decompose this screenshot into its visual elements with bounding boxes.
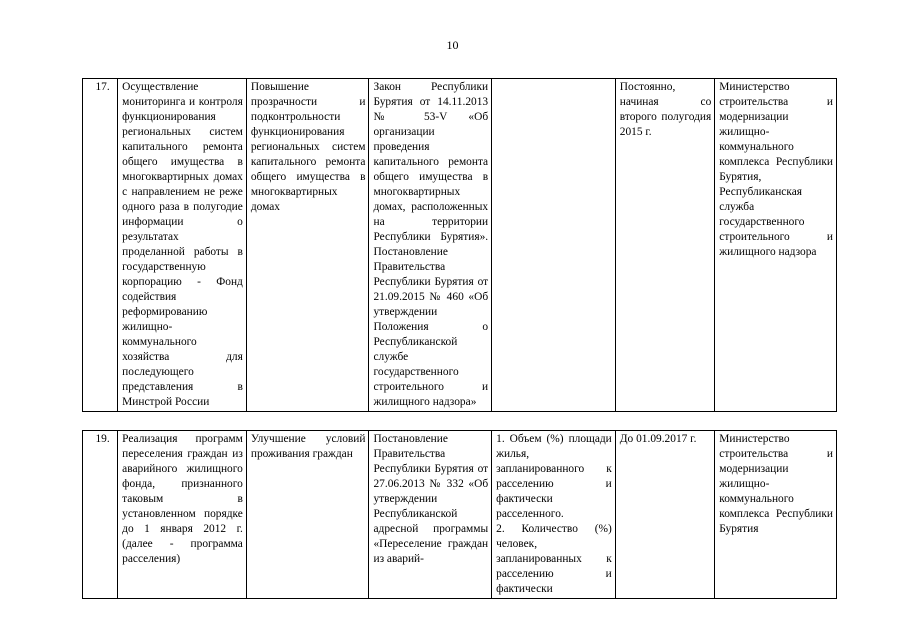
row-number: 17.: [95, 81, 110, 93]
plan-table-row-17: [82, 78, 837, 412]
executors-cell: Министерство строительства и модернизации жилищно-коммунального комплекса Республики Бурятия: [715, 431, 837, 599]
page-number: 10: [446, 38, 459, 52]
term-cell: Постоянно, начиная со второго полугодия 2015 г.: [615, 79, 715, 412]
executors-cell: Министерство строительства и модернизации жилищно-коммунального комплекса Республики Бурятия, Республиканская служба государственного строительного и жилищного надзора: [715, 79, 837, 412]
activity-cell: Реализация программ переселения граждан из аварийного жилищного фонда, признанного таковым в установленном порядке до 1 января 2012 г. (далее - программа расселения): [118, 431, 247, 599]
indicator-item: 1. Объем (%) площади жилья, запланированного к расселению и фактически расселенного.: [496, 433, 612, 520]
goal-cell: Повышение прозрачности и подконтрольности функционирования региональных систем капитального ремонта общего имущества в многоквартирных домах: [246, 79, 369, 412]
term-cell: До 01.09.2017 г.: [615, 431, 715, 599]
table-row: [83, 79, 837, 412]
table-row: [83, 431, 837, 599]
legal-basis-cell: Закон Республики Бурятия от 14.11.2013 № 53-V «Об организации проведения капитального ремонта общего имущества в многоквартирных домах, расположенных на территории Республики Бурятия». Постановление Правительства Республики Бурятия от 21.09.2015 № 460 «Об утверждении Положения о Республиканской службе государственного строительного и жилищного надзора»: [369, 79, 492, 412]
indicators-cell: [492, 79, 616, 412]
row-number-cell: [83, 79, 118, 412]
indicators-cell: [492, 431, 616, 599]
row-number: 19.: [95, 433, 110, 445]
legal-basis-cell: Постановление Правительства Республики Бурятия от 27.06.2013 № 332 «Об утверждении Республиканской адресной программы «Переселение граждан из аварий-: [369, 431, 492, 599]
plan-table-row-19: [82, 430, 837, 599]
row-number-cell: [83, 431, 118, 599]
goal-cell: Улучшение условий проживания граждан: [246, 431, 369, 599]
indicator-item: 2. Количество (%) человек, запланированных к расселению и фактически: [496, 523, 612, 595]
activity-cell: Осуществление мониторинга и контроля функционирования региональных систем капитального ремонта общего имущества в многоквартирных домах с направлением не реже одного раза в полугодие информации о результатах проделанной работы в государственную корпорацию - Фонд содействия реформированию жилищно-коммунального хозяйства для последующего представления в Минстрой России: [118, 79, 247, 412]
